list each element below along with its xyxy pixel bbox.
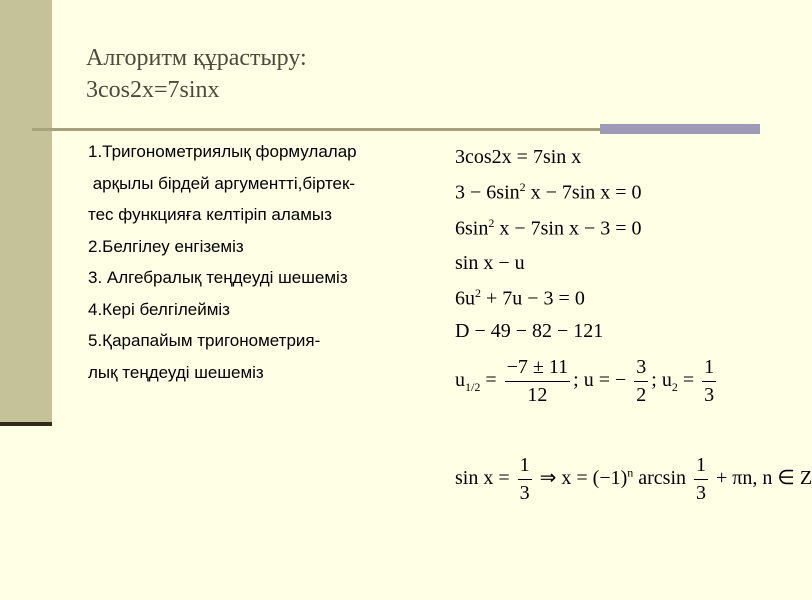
fraction-denominator: 3 — [704, 384, 715, 406]
equation-8-part: sin x = — [455, 467, 515, 490]
algorithm-steps — [88, 136, 448, 388]
equation-7-subscript: 2 — [671, 380, 678, 395]
equation-8-part: + πn, n ∈ Z — [711, 467, 812, 490]
equation-column — [455, 0, 812, 600]
equation-5 — [455, 286, 585, 311]
fraction — [634, 356, 648, 407]
fraction-numerator: 1 — [702, 356, 716, 382]
step-line: 5.Қарапайым тригонометрия- — [88, 331, 321, 350]
equation-7-part: = — [677, 369, 700, 392]
fraction-denominator: 12 — [527, 384, 548, 406]
fraction — [694, 454, 708, 505]
fraction-denominator: 2 — [636, 384, 647, 406]
fraction — [505, 356, 571, 407]
equation-7-part: = — [480, 369, 502, 392]
equation-2-part: x − 7sin x = 0 — [525, 181, 642, 204]
step-line: тес функцияға келтіріп аламыз — [88, 205, 332, 224]
equation-8 — [455, 454, 812, 505]
title-line-2: 3cos2x=7sinx — [86, 77, 220, 103]
equation-7-part: ; u — [651, 369, 672, 392]
fraction-denominator: 3 — [519, 482, 530, 504]
step-line: 1.Тригонометриялық формулалар — [88, 142, 357, 161]
equation-7-part: ; u = − — [573, 369, 627, 392]
step-line: 4.Кері белгілейміз — [88, 299, 230, 319]
fraction-denominator: 3 — [696, 482, 707, 504]
equation-3-part: 6sin — [455, 217, 489, 240]
equation-8-power: n — [627, 465, 634, 480]
equation-8-part: arcsin — [633, 467, 687, 490]
step-line: арқылы бірдей аргументті,біртек- — [88, 173, 356, 193]
fraction-numerator: 3 — [634, 356, 648, 382]
left-decorative-bar — [0, 0, 52, 426]
equation-5-part: 6u — [455, 287, 475, 310]
equation-2-part: 3 − 6sin — [455, 181, 520, 204]
fraction-numerator: 1 — [694, 454, 708, 480]
equation-3-power: 2 — [488, 216, 495, 230]
equation-7 — [455, 356, 719, 407]
title-line-1: Алгоритм құрастыру: — [86, 45, 307, 71]
step-line: 2.Белгілеу енгіземіз — [88, 236, 244, 256]
equation-3-part: x − 7sin x − 3 = 0 — [494, 217, 642, 240]
fraction-numerator: −7 ± 11 — [505, 356, 571, 382]
equation-1: 3cos2x = 7sin x — [455, 146, 582, 168]
equation-8-part: ⇒ x = (−1) — [534, 467, 628, 490]
step-line: 3. Алгебралық теңдеуді шешеміз — [88, 268, 348, 287]
equation-5-part: + 7u − 3 = 0 — [481, 287, 585, 310]
equation-4: sin x − u — [455, 252, 525, 274]
equation-3 — [455, 216, 642, 241]
fraction — [702, 356, 716, 407]
equation-5-power: 2 — [475, 286, 481, 300]
equation-7-part: u — [455, 369, 465, 392]
equation-2-power: 2 — [519, 180, 526, 194]
fraction-numerator: 1 — [518, 454, 532, 480]
equation-2 — [455, 180, 642, 205]
equation-6: D − 49 − 82 − 121 — [455, 320, 604, 342]
fraction — [518, 454, 532, 505]
step-line: лық теңдеуді шешеміз — [88, 362, 264, 382]
equation-7-subscript: 1/2 — [465, 380, 481, 395]
